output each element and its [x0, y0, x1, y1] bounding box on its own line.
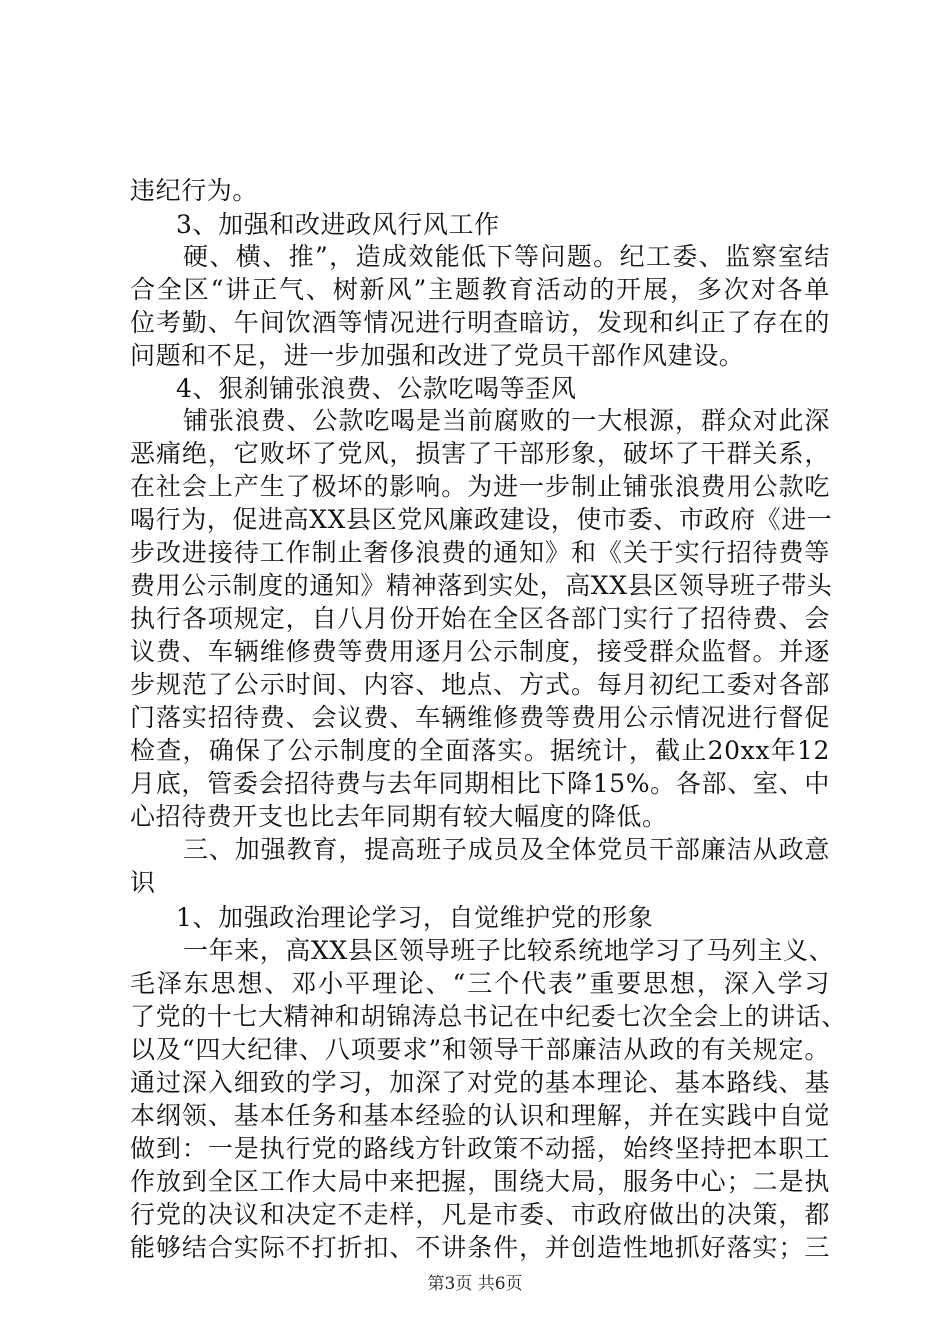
section-heading: 1、加强政治理论学习，自觉维护党的形象 — [176, 903, 654, 932]
text-line: 了党的十七大精神和胡锦涛总书记在中纪委七次全会上的讲话、 — [130, 1002, 847, 1031]
text-line: 月底，管委会招待费与去年同期相比下降15%。各部、室、中 — [130, 769, 830, 798]
text-line: 在社会上产生了极坏的影响。为进一步制止铺张浪费用公款吃 — [130, 472, 830, 501]
text-line: 作放到全区工作大局中来把握，围绕大局，服务中心；二是执 — [130, 1167, 830, 1196]
text-line: 检查，确保了公示制度的全面落实。据统计，截止20xx年12 — [130, 736, 830, 765]
text-line: 喝行为，促进高XX县区党风廉政建设，使市委、市政府《进一 — [130, 505, 833, 534]
text-line: 执行各项规定，自八月份开始在全区各部门实行了招待费、会 — [130, 604, 830, 633]
section-heading: 4、狠刹铺张浪费、公款吃喝等歪风 — [176, 374, 577, 403]
text-line: 议费、车辆维修费等费用逐月公示制度，接受群众监督。并逐 — [130, 637, 830, 666]
text-line: 通过深入细致的学习，加深了对党的基本理论、基本路线、基 — [130, 1068, 830, 1097]
text-line: 问题和不足，进一步加强和改进了党员干部作风建设。 — [130, 341, 745, 370]
page-footer: 第3页 共6页 — [427, 1274, 523, 1294]
text-line: 违纪行为。 — [130, 176, 259, 205]
text-line: 心招待费开支也比去年同期有较大幅度的降低。 — [130, 802, 668, 831]
text-line: 以及“四大纪律、八项要求”和领导干部廉洁从政的有关规定。 — [130, 1035, 830, 1064]
section-heading: 识 — [130, 868, 156, 897]
text-line: 铺张浪费、公款吃喝是当前腐败的一大根源，群众对此深 — [183, 406, 830, 435]
text-line: 步改进接待工作制止奢侈浪费的通知》和《关于实行招待费等 — [130, 538, 830, 567]
text-line: 位考勤、午间饮酒等情况进行明查暗访，发现和纠正了存在的 — [130, 308, 830, 337]
text-line: 合全区“讲正气、树新风”主题教育活动的开展，多次对各单 — [130, 275, 830, 304]
text-line: 恶痛绝，它败坏了党风，损害了干部形象，破坏了干群关系， — [130, 439, 830, 468]
text-line: 硬、横、推”，造成效能低下等问题。纪工委、监察室结 — [183, 242, 830, 271]
section-heading: 三、加强教育，提高班子成员及全体党员干部廉洁从政意 — [183, 835, 830, 864]
text-line: 毛泽东思想、邓小平理论、“三个代表”重要思想，深入学习 — [130, 969, 830, 998]
text-line: 步规范了公示时间、内容、地点、方式。每月初纪工委对各部 — [130, 670, 830, 699]
text-line: 行党的决议和决定不走样，凡是市委、市政府做出的决策，都 — [130, 1200, 830, 1229]
section-heading: 3、加强和改进政风行风工作 — [176, 210, 500, 239]
text-line: 门落实招待费、会议费、车辆维修费等费用公示情况进行督促 — [130, 703, 830, 732]
text-line: 一年来，高XX县区领导班子比较系统地学习了马列主义、 — [183, 936, 835, 965]
text-line: 本纲领、基本任务和基本经验的认识和理解，并在实践中自觉 — [130, 1101, 830, 1130]
text-line: 费用公示制度的通知》精神落到实处，高XX县区领导班子带头 — [130, 571, 833, 600]
text-line: 能够结合实际不打折扣、不讲条件，并创造性地抓好落实；三 — [130, 1233, 830, 1262]
text-line: 做到：一是执行党的路线方针政策不动摇，始终坚持把本职工 — [130, 1134, 830, 1163]
